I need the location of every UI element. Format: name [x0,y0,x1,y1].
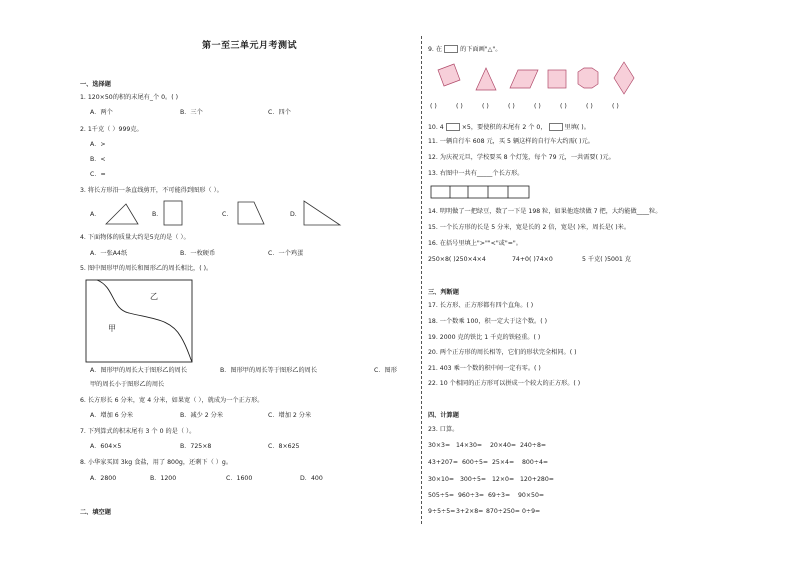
calc-cell: 25×4= [492,459,515,466]
calc-cell: 90×50= [518,492,545,499]
judge-22: 22. 10 个相同的正方形可以拼成一个较大的正方形。( ) [428,380,581,387]
question-6: 6. 长方形长 6 分米，宽 4 分米，如果宽（ ），就成为一个正方形。 [80,397,264,404]
calc-cell: 505÷5= [428,492,455,499]
q9-paren-3[interactable]: ( ) [482,103,489,110]
judge-19: 19. 2000 克的铁比 1 千克的铁轻重。( ) [428,334,541,341]
question-14: 14. 明明做了一把绿豆，数了一下是 198 粒，如果他连续做 7 把，大约能做____粒。 [428,208,662,215]
q9-paren-2[interactable]: ( ) [456,103,463,110]
calc-cell: 43+207= [428,459,459,466]
calc-cell: 300÷5= [460,476,487,483]
calc-cell: 9÷5÷5= [428,508,456,515]
judge-18: 18. 一个数乘 100，积一定大于这个数。( ) [428,318,548,325]
question-4: 4. 下面物体的质量大约是5克的是（ ）。 [80,234,190,241]
section-fill-title: 二、填空题 [80,509,111,516]
question-1: 1. 120×50的积的末尾有_个 0。( ) [80,94,179,101]
question-23: 23. 口算。 [428,426,459,433]
calc-cell: 14×30= [456,442,483,449]
q9-shape-diamond [614,62,634,94]
q6-option-c[interactable]: C．增加 2 分米 [268,412,312,419]
q5-option-c-continued: 甲的周长小于图形乙的周长 [90,381,165,388]
question-9 [428,45,501,53]
q10-text-end: 里填( )。 [564,124,590,131]
question-2: 2. 1千克（ ）999克。 [80,126,143,133]
q3-option-c[interactable]: C． [222,211,233,218]
q9-paren-6[interactable]: ( ) [560,103,567,110]
calc-cell: 30×3= [428,442,451,449]
judge-20: 20. 两个正方形的周长相等，它们的形状完全相同。( ) [428,349,577,356]
q9-paren-7[interactable]: ( ) [586,103,593,110]
q16-expr-3[interactable]: 5 千克( )5001 克 [582,256,631,263]
q9-shape-parallelogram [510,70,538,88]
q4-option-b[interactable]: B．一枚硬币 [180,250,216,257]
q1-option-a[interactable]: A．两个 [90,109,113,116]
question-15: 15. 一个长方形的长是 5 分米，宽是长的 2 倍，宽是( )米，周长是( )米。 [428,224,631,231]
q8-option-c[interactable]: C．1600 [226,475,253,482]
question-5: 5. 图中图形甲的周长和图形乙的周长相比，( )。 [80,265,213,272]
calc-cell: 600÷5= [462,459,489,466]
q16-expr-1[interactable]: 250×8( )250×4×4 [428,256,486,263]
q13-rectangle-figure [430,184,532,200]
question-11: 11. 一辆自行车 608 元，买 5 辆这样的自行车大约需( )元。 [428,138,594,145]
q9-paren-8[interactable]: ( ) [612,103,619,110]
q5-option-b[interactable]: B．图形甲的周长等于图形乙的周长 [220,367,318,374]
q3-trapezoid-shape [236,200,266,226]
q9-shape-triangle [476,68,496,90]
section-calc-title: 四、计算题 [428,412,459,419]
column-divider [421,36,422,524]
calc-cell: 240÷8= [520,442,547,449]
question-8: 8. 小华家买回 3kg 食盐，用了 800g，还剩下（ ）g。 [80,459,233,466]
q3-option-a[interactable]: A． [90,211,101,218]
calc-cell: 30×10= [428,476,455,483]
section-choice-title: 一、选择题 [80,81,111,88]
section-judge-title: 三、判断题 [428,289,459,296]
calc-cell: 12×0= [492,476,515,483]
q3-right-triangle-shape [302,199,342,227]
q7-option-a[interactable]: A．604×5 [90,443,122,450]
q9-paren-5[interactable]: ( ) [534,103,541,110]
q7-option-c[interactable]: C．8×625 [268,443,300,450]
q2-option-a[interactable]: A．> [90,141,106,148]
q9-shape-tilted-square [438,64,460,86]
q9-blank-box[interactable] [444,45,458,53]
q10-blank-box-1[interactable] [446,123,460,131]
q9-shape-square [548,70,566,88]
q7-option-b[interactable]: B．725×8 [180,443,212,450]
q6-option-a[interactable]: A．增加 6 分米 [90,412,134,419]
calc-cell: 120+280= [520,476,554,483]
calc-cell: 20×40= [490,442,517,449]
q9-paren-1[interactable]: ( ) [430,103,437,110]
q8-option-a[interactable]: A．2800 [90,475,117,482]
page-title: 第一至三单元月考测试 [202,41,298,51]
calc-cell: 69÷3= [488,492,511,499]
q5-label-yi: 乙 [150,292,158,301]
q3-option-b[interactable]: B． [152,211,163,218]
calc-cell: 800÷4= [522,459,549,466]
q5-option-c[interactable]: C．图形 [374,367,397,374]
q2-option-c[interactable]: C．= [90,171,106,178]
q3-triangle-shape [104,202,140,226]
q4-option-c[interactable]: C．一个鸡蛋 [268,250,304,257]
q5-label-jia: 甲 [108,324,116,333]
q1-option-b[interactable]: B．三个 [180,109,203,116]
question-3: 3. 将长方形沿一条直线剪开，不可能得到图形（ ）。 [80,187,223,194]
q1-option-c[interactable]: C．四个 [268,109,291,116]
q6-option-b[interactable]: B．减少 2 分米 [180,412,224,419]
question-10 [428,123,590,131]
q10-text-middle: ×5，要使积的末尾有 2 个 0， [461,124,547,131]
q4-option-a[interactable]: A．一张A4纸 [90,250,128,257]
q3-rectangle-shape [162,199,184,227]
q8-option-b[interactable]: B．1200 [150,475,177,482]
q9-shape-octagon [578,68,598,88]
judge-21: 21. 403 乘一个数的积中间一定有零。( ) [428,365,541,372]
q10-text-start: 10. 4 [428,124,444,131]
question-7: 7. 下列算式的积末尾有 3 个 0 的是（ ）。 [80,428,196,435]
judge-17: 17. 长方形、正方形都有四个直角。( ) [428,302,534,309]
question-16: 16. 在括号里填上">""<"或"="。 [428,240,522,247]
q9-text-end: 的下面画"△"。 [460,46,502,53]
question-13: 13. 右图中一共有_____个长方形。 [428,170,524,177]
calc-cell: 870÷250= [486,508,520,515]
q9-text-start: 9. 在 [428,46,443,53]
q3-option-d[interactable]: D． [290,211,301,218]
q9-shapes-row [428,60,648,98]
q5-figure [85,279,193,363]
calc-cell: 960÷3= [458,492,485,499]
q9-paren-4[interactable]: ( ) [508,103,515,110]
q5-option-a[interactable]: A．图形甲的周长大于图形乙的周长 [90,367,188,374]
q16-expr-2[interactable]: 74+0( )74×0 [512,256,553,263]
calc-cell: 0÷9= [522,508,541,515]
question-12: 12. 为庆祝元旦，学校要买 8 个灯笼，每个 79 元，一共需要( )元。 [428,154,615,161]
q2-option-b[interactable]: B．< [90,156,106,163]
calc-cell: 3+2×8= [456,508,484,515]
q10-blank-box-2[interactable] [549,123,563,131]
q8-option-d[interactable]: D．400 [300,475,323,482]
